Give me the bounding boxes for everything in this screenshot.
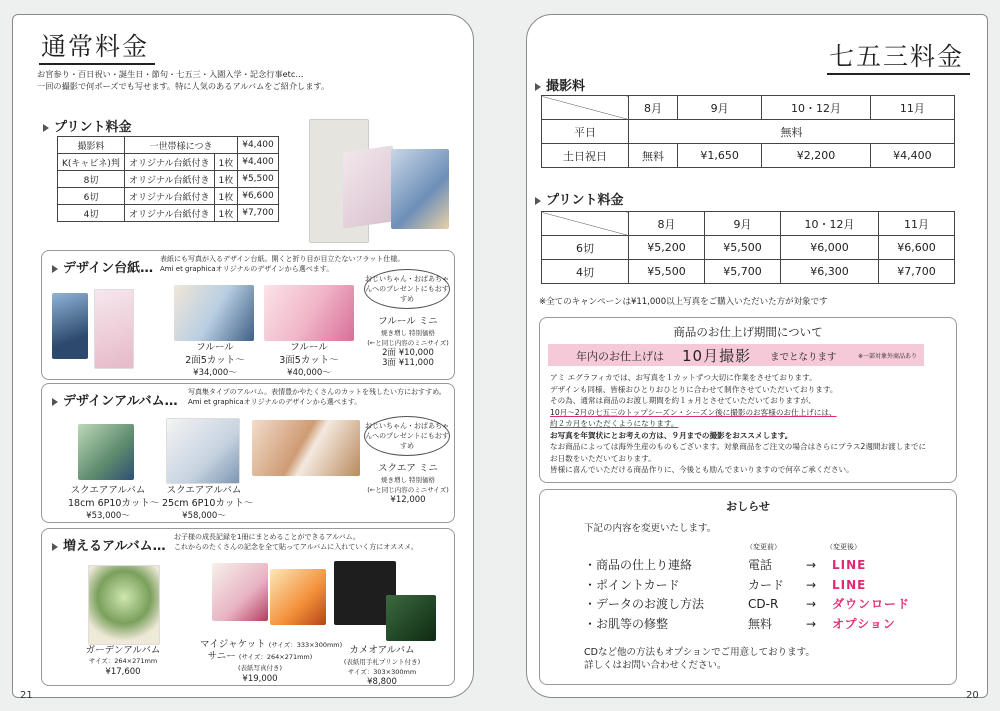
album-photo (264, 285, 354, 341)
desc-line: 表紙にも写真が入るデザイン台紙。開くと折り目が目立たないフラット仕様。 (160, 255, 405, 263)
item-price: ¥58,000〜 (182, 511, 226, 521)
left-intro (37, 68, 329, 92)
album-photo (174, 285, 254, 341)
month-header: 11月 (870, 96, 954, 120)
item-note: (表紙用手札プリント付き) (343, 658, 421, 666)
shoot-fee-table (541, 95, 955, 168)
table-cell: ¥4,400 (238, 154, 279, 171)
before-value: 無料 (748, 616, 773, 631)
row-label: 6切 (542, 236, 629, 260)
table-row (58, 171, 279, 188)
design-daishi-label: デザイン台紙… (63, 261, 154, 276)
footer-line: CDなど他の方法もオプションでご用意しております。 (584, 647, 815, 658)
intro-line: お宮参り・百日祝い・誕生日・節句・七五三・入園入学・記念行事etc… (37, 69, 304, 79)
item-size: サイズ：303×300mm (347, 668, 417, 676)
cameo-album-caption (332, 645, 432, 687)
daishi-item-2-caption (274, 341, 344, 380)
month-header: 10・12月 (762, 96, 871, 120)
item-detail: 3面5カット〜 (279, 355, 339, 366)
month-header: 8月 (629, 96, 678, 120)
album-page-photo (391, 149, 449, 229)
item-name: スクエアアルバム (70, 485, 146, 496)
cameo-album-photo (386, 595, 436, 641)
table-cell: 4切 (58, 205, 125, 222)
notice-before (748, 556, 784, 634)
gift-bubble: おじいちゃん・おばあちゃんへのプレゼントにもおすすめ (364, 269, 450, 309)
notice-arrows (806, 556, 816, 634)
table-row (58, 154, 279, 171)
item-name: スクエアアルバム (166, 485, 242, 496)
item-price: ¥40,000〜 (287, 368, 331, 378)
print-price-table (57, 136, 279, 222)
month-header: 11月 (879, 212, 955, 236)
body-line: お写真を年賀状にとお考えの方は、９月までの撮影をおススメします。 (550, 430, 793, 440)
mini-sub: 焼き増し 特別価格 (380, 476, 436, 484)
item-price: ¥17,600 (105, 667, 141, 677)
growing-album-label: 増えるアルバム… (63, 539, 166, 554)
item-size: サイズ：264×271mm (88, 657, 158, 665)
banner-text: までとなります (770, 352, 837, 363)
jacket-album-photo (212, 563, 268, 621)
notice-item: ・データのお渡し方法 (584, 597, 705, 611)
body-line: アミ エグラフィカでは、お写真を１カットずつ大切に作業をさせております。 (550, 373, 817, 382)
month-header: 10・12月 (780, 212, 878, 236)
notice-item: ・ポイントカード (584, 577, 680, 592)
month-header: 9月 (678, 96, 762, 120)
table-cell: ¥4,400 (870, 144, 954, 168)
table-cell: ¥1,650 (678, 144, 762, 168)
right-page (526, 14, 988, 698)
item-detail: 18cm 6P10カット〜 (68, 498, 160, 509)
triangle-icon (52, 398, 58, 406)
table-row (542, 260, 955, 284)
table-cell: K(キャビネ)判 (58, 154, 125, 171)
mini-price: 3面 ¥11,000 (382, 358, 434, 368)
after-value: LINE (832, 558, 867, 572)
right-print-section-label: プリント料金 (546, 193, 624, 208)
body-line: なお商品によっては海外生産のものもございます。対象商品をご注文の場合はさらにプラス2週間お渡しまでに (550, 442, 927, 451)
design-album-label: デザインアルバム… (63, 394, 178, 409)
before-value: カード (748, 577, 785, 592)
body-line: 10月〜2月の七五三のトップシーズン・シーズン後に撮影のお客様のお仕上げには、 (550, 407, 837, 417)
arrow-icon: → (806, 597, 817, 611)
row-label: 平日 (542, 120, 629, 144)
album-photo (166, 418, 240, 484)
table-row (542, 120, 955, 144)
left-page-number: 21 (20, 690, 33, 701)
item-name: ガーデンアルバム (85, 645, 161, 656)
notice-heading: おしらせ (726, 500, 770, 513)
after-value: オプション (832, 616, 896, 631)
banner-text: 年内のお仕上げは (576, 350, 664, 363)
body-line: お日数をいただいております。 (550, 453, 656, 463)
table-cell: ¥7,700 (238, 205, 279, 222)
mini-price: 2面 ¥10,000 (382, 348, 434, 358)
item-size: (サイズ：264×271mm) (238, 653, 313, 661)
notice-item: ・お肌等の修整 (584, 616, 669, 631)
table-cell: ¥6,000 (780, 236, 878, 260)
body-line: 約２カ月をいただくようになります。 (550, 419, 679, 428)
table-cell: 一世帯様につき (124, 137, 237, 154)
table-cell: ¥5,500 (629, 260, 705, 284)
design-daishi-desc (160, 254, 404, 274)
table-row (542, 236, 955, 260)
left-title: 通常料金 (39, 31, 155, 65)
notice-item: ・商品の仕上り連絡 (584, 558, 693, 572)
daishi-mini-caption (366, 315, 450, 368)
table-cell: 撮影料 (58, 137, 125, 154)
design-daishi-box (41, 250, 455, 380)
album-mini-caption (366, 462, 450, 505)
arrow-icon: → (806, 558, 817, 572)
finish-body (550, 372, 926, 476)
table-row (58, 137, 279, 154)
right-print-table (541, 211, 955, 284)
table-row (542, 212, 955, 236)
table-cell: ¥6,600 (238, 188, 279, 205)
desc-line: Ami et graphicaオリジナルのデザインから選べます。 (160, 265, 334, 273)
notice-footer (584, 646, 815, 672)
gift-bubble: おじいちゃん・おばあちゃんへのプレゼントにもおすすめ (364, 416, 450, 456)
table-cell: ¥5,700 (704, 260, 780, 284)
album-page-photo (343, 145, 393, 228)
mini-name: フルール ミニ (378, 316, 438, 327)
mini-price: ¥12,000 (390, 495, 426, 505)
notice-box (539, 489, 957, 685)
desc-line: Ami et graphicaオリジナルのデザインから選べます。 (188, 398, 362, 406)
desc-line: 写真集タイプのアルバム。表情豊かやたくさんのカットを残したい方におすすめ。 (188, 388, 446, 396)
table-cell: オリジナル台紙付き (124, 205, 214, 222)
item-detail: 25cm 6P10カット〜 (162, 498, 254, 509)
triangle-icon (43, 124, 49, 132)
left-page (12, 14, 474, 698)
table-cell: 6切 (58, 188, 125, 205)
item-name: マイジャケット (200, 639, 266, 650)
before-value: 電話 (748, 558, 773, 572)
item-name: フルール (196, 342, 234, 353)
album-item-2-caption (162, 484, 254, 523)
item-price: ¥53,000〜 (86, 511, 130, 521)
col-before: （変更前） (746, 543, 781, 551)
notice-items (584, 556, 704, 634)
body-line: その為、通常は商品のお渡し期間を約１ヵ月とさせていただいておりますが、 (550, 396, 816, 405)
finish-heading: 商品のお仕上げ期間について (673, 325, 823, 339)
table-row (58, 188, 279, 205)
garden-album-caption (80, 645, 166, 678)
item-name: カメオアルバム (349, 645, 415, 656)
print-section-heading (43, 116, 131, 135)
table-cell: 1枚 (214, 154, 238, 171)
daishi-item-1-caption (180, 341, 250, 380)
shoot-section-heading (535, 75, 585, 94)
table-cell: ¥5,200 (629, 236, 705, 260)
print-section-label: プリント料金 (54, 120, 132, 135)
arrow-icon: → (806, 577, 817, 592)
growing-album-box (41, 528, 455, 686)
item-price: ¥19,000 (242, 674, 278, 684)
right-print-section-heading (535, 189, 623, 208)
before-value: CD-R (748, 597, 779, 611)
design-album-box (41, 383, 455, 523)
table-cell: オリジナル台紙付き (124, 154, 214, 171)
growing-album-heading (52, 535, 166, 554)
table-cell: ¥5,500 (238, 171, 279, 188)
table-row (542, 144, 955, 168)
table-cell: オリジナル台紙付き (124, 171, 214, 188)
table-cell: 無料 (629, 120, 955, 144)
album-photo (252, 420, 360, 476)
notice-intro: 下記の内容を変更いたします。 (584, 523, 717, 534)
garden-album-photo (88, 565, 160, 645)
triangle-icon (52, 265, 58, 273)
mini-name: スクエア ミニ (378, 463, 438, 474)
table-row (58, 205, 279, 222)
table-cell: 8切 (58, 171, 125, 188)
design-daishi-heading (52, 257, 153, 276)
table-cell: ¥2,200 (762, 144, 871, 168)
table-row (542, 96, 955, 120)
row-label: 土日祝日 (542, 144, 629, 168)
right-title: 七五三料金 (827, 41, 970, 75)
table-cell: ¥7,700 (879, 260, 955, 284)
table-corner (542, 212, 629, 236)
mini-sub: 焼き増し 特別価格 (380, 329, 436, 337)
after-value: LINE (832, 577, 867, 592)
item-detail: 2面5カット〜 (185, 355, 245, 366)
intro-line: 一回の撮影で何ポーズでも写せます。特に人気のあるアルバムをご紹介します。 (37, 81, 330, 91)
jacket-album-caption (200, 639, 343, 685)
footer-line: 詳しくはお問い合わせください。 (584, 660, 727, 671)
banner-note: ※一部対象外商品あり (858, 353, 918, 360)
table-corner (542, 96, 629, 120)
campaign-note: ※全てのキャンペーンは¥11,000以上写真をご購入いただいた方が対象です (539, 297, 828, 307)
triangle-icon (535, 83, 541, 91)
banner-emphasis: 10月撮影 (682, 347, 752, 365)
table-cell: ¥4,400 (238, 137, 279, 154)
finish-period-box (539, 317, 957, 483)
table-cell: ¥6,300 (780, 260, 878, 284)
mini-sub: (←と同じ内容のミニサイズ) (367, 339, 449, 347)
jacket-album-photo (270, 569, 326, 625)
table-cell: 1枚 (214, 171, 238, 188)
month-header: 8月 (629, 212, 705, 236)
item-note: (表紙写真付き) (237, 664, 283, 672)
triangle-icon (535, 197, 541, 205)
item-name: サニー (207, 651, 236, 662)
body-line: デザインも同様、皆様おひとりおひとりに合わせて制作させていただいております。 (550, 384, 838, 394)
desc-line: これからのたくさんの記念を全て貼ってアルバムに入れていく方にオススメ。 (174, 543, 418, 551)
triangle-icon (52, 543, 58, 551)
arrow-icon: → (806, 616, 817, 631)
item-name: フルール (290, 342, 328, 353)
design-album-desc (188, 387, 446, 407)
table-cell: ¥6,600 (879, 236, 955, 260)
album-photo (78, 424, 134, 480)
col-after: （変更後） (826, 543, 861, 551)
item-price: ¥34,000〜 (193, 368, 237, 378)
body-line: 皆様に喜んでいただける商品作りに、今後とも励んでまいりますので何卒ご承ください。 (550, 465, 854, 474)
right-page-number: 20 (966, 690, 979, 701)
notice-after (832, 556, 910, 634)
desc-line: お子様の成長記録を1冊にまとめることができるアルバム。 (174, 533, 360, 541)
design-album-heading (52, 390, 178, 409)
item-price: ¥8,800 (367, 677, 397, 687)
album-item-1-caption (68, 484, 160, 523)
table-cell: ¥5,500 (704, 236, 780, 260)
after-value: ダウンロード (832, 597, 911, 611)
photo (94, 289, 134, 369)
table-cell: 無料 (629, 144, 678, 168)
mini-sub: (←と同じ内容のミニサイズ) (367, 486, 449, 494)
table-cell: 1枚 (214, 205, 238, 222)
growing-album-desc (174, 532, 418, 552)
table-cell: 1枚 (214, 188, 238, 205)
shoot-section-label: 撮影料 (546, 79, 586, 94)
photo (52, 293, 88, 359)
table-cell: オリジナル台紙付き (124, 188, 214, 205)
row-label: 4切 (542, 260, 629, 284)
month-header: 9月 (704, 212, 780, 236)
item-size: (サイズ：333×300mm) (268, 641, 343, 649)
